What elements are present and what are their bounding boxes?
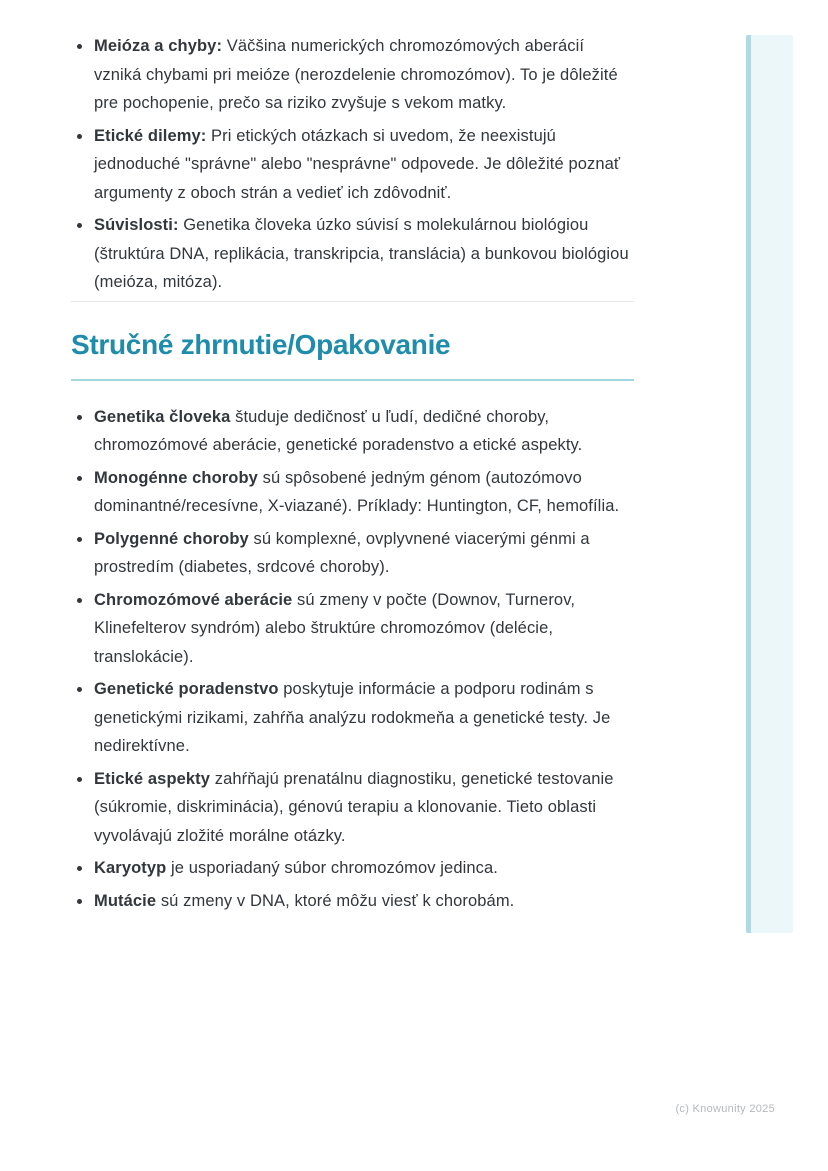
list-item-text: Väčšina numerických chromozómových aberácií vzniká chybami pri meióze (nerozdelenie chromozómov). To je dôležité pre pochopenie, prečo sa riziko zvyšuje s vekom matky. bbox=[94, 37, 618, 112]
list-item-text: poskytuje informácie a podporu rodinám s genetickými rizikami, zahŕňa analýzu rodokmeňa a genetické testy. Je nedirektívne. bbox=[94, 680, 611, 755]
list-item-term: Meióza a chyby: bbox=[94, 37, 223, 55]
list-item-text: sú komplexné, ovplyvnené viacerými génmi a prostredím (diabetes, srdcové choroby). bbox=[94, 529, 590, 576]
list-item-term: Genetické poradenstvo bbox=[94, 680, 279, 698]
list-item-term: Polygenné choroby bbox=[94, 529, 249, 548]
list-item bbox=[71, 765, 634, 851]
list-item bbox=[71, 675, 634, 761]
list-item-text: sú spôsobené jedným génom (autozómovo dominantné/recesívne, X-viazané). Príklady: Huntington, CF, hemofília. bbox=[94, 468, 620, 515]
summary-list bbox=[71, 403, 634, 916]
list-item bbox=[71, 525, 634, 582]
list-item-term: Mutácie bbox=[94, 891, 157, 910]
list-item-text: zahŕňajú prenatálnu diagnostiku, genetické testovanie (súkromie, diskriminácia), génovú terapiu a klonovanie. Tieto oblasti vyvolávajú zložité morálne otázky. bbox=[94, 769, 614, 845]
list-item-term: Etické dilemy: bbox=[94, 126, 207, 145]
list-item-text: študuje dedičnosť u ľudí, dedičné choroby, chromozómové aberácie, genetické poradenstvo a etické aspekty. bbox=[94, 407, 583, 454]
list-item-text: Genetika človeka úzko súvisí s molekulárnou biológiou (štruktúra DNA, replikácia, transkripcia, translácia) a bunkovou biológiou (meióza, mitóza). bbox=[94, 216, 629, 291]
list-item bbox=[71, 854, 634, 883]
notes-list bbox=[71, 32, 634, 297]
list-item-term: Etické aspekty bbox=[94, 769, 211, 788]
list-item bbox=[71, 464, 634, 521]
section-divider bbox=[71, 301, 634, 302]
list-item-term: Monogénne choroby bbox=[94, 468, 258, 487]
list-item bbox=[71, 122, 634, 208]
list-item-text: sú zmeny v DNA, ktoré môžu viesť k chorobám. bbox=[156, 891, 515, 910]
list-item bbox=[71, 887, 634, 916]
list-item-text: sú zmeny v počte (Downov, Turnerov, Klinefelterov syndróm) alebo štruktúre chromozómov (delécie, translokácie). bbox=[94, 590, 576, 666]
list-item-term: Karyotyp bbox=[94, 859, 167, 877]
copyright-footer: (c) Knowunity 2025 bbox=[675, 1103, 775, 1115]
list-item-text: Pri etických otázkach si uvedom, že neexistujú jednoduché "správne" alebo "nesprávne" odpovede. Je dôležité poznať argumenty z oboch strán a vedieť ich zdôvodniť. bbox=[94, 126, 621, 202]
list-item bbox=[71, 211, 634, 297]
list-item-term: Genetika človeka bbox=[94, 407, 231, 426]
list-item-text: je usporiadaný súbor chromozómov jedinca. bbox=[166, 859, 498, 877]
page-edge-highlight-bar bbox=[746, 35, 793, 933]
list-item bbox=[71, 32, 634, 118]
section-heading: Stručné zhrnutie/Opakovanie bbox=[71, 328, 634, 381]
list-item bbox=[71, 586, 634, 672]
list-item-term: Chromozómové aberácie bbox=[94, 590, 293, 609]
page-content bbox=[71, 32, 634, 919]
list-item-term: Súvislosti: bbox=[94, 216, 179, 234]
list-item bbox=[71, 403, 634, 460]
